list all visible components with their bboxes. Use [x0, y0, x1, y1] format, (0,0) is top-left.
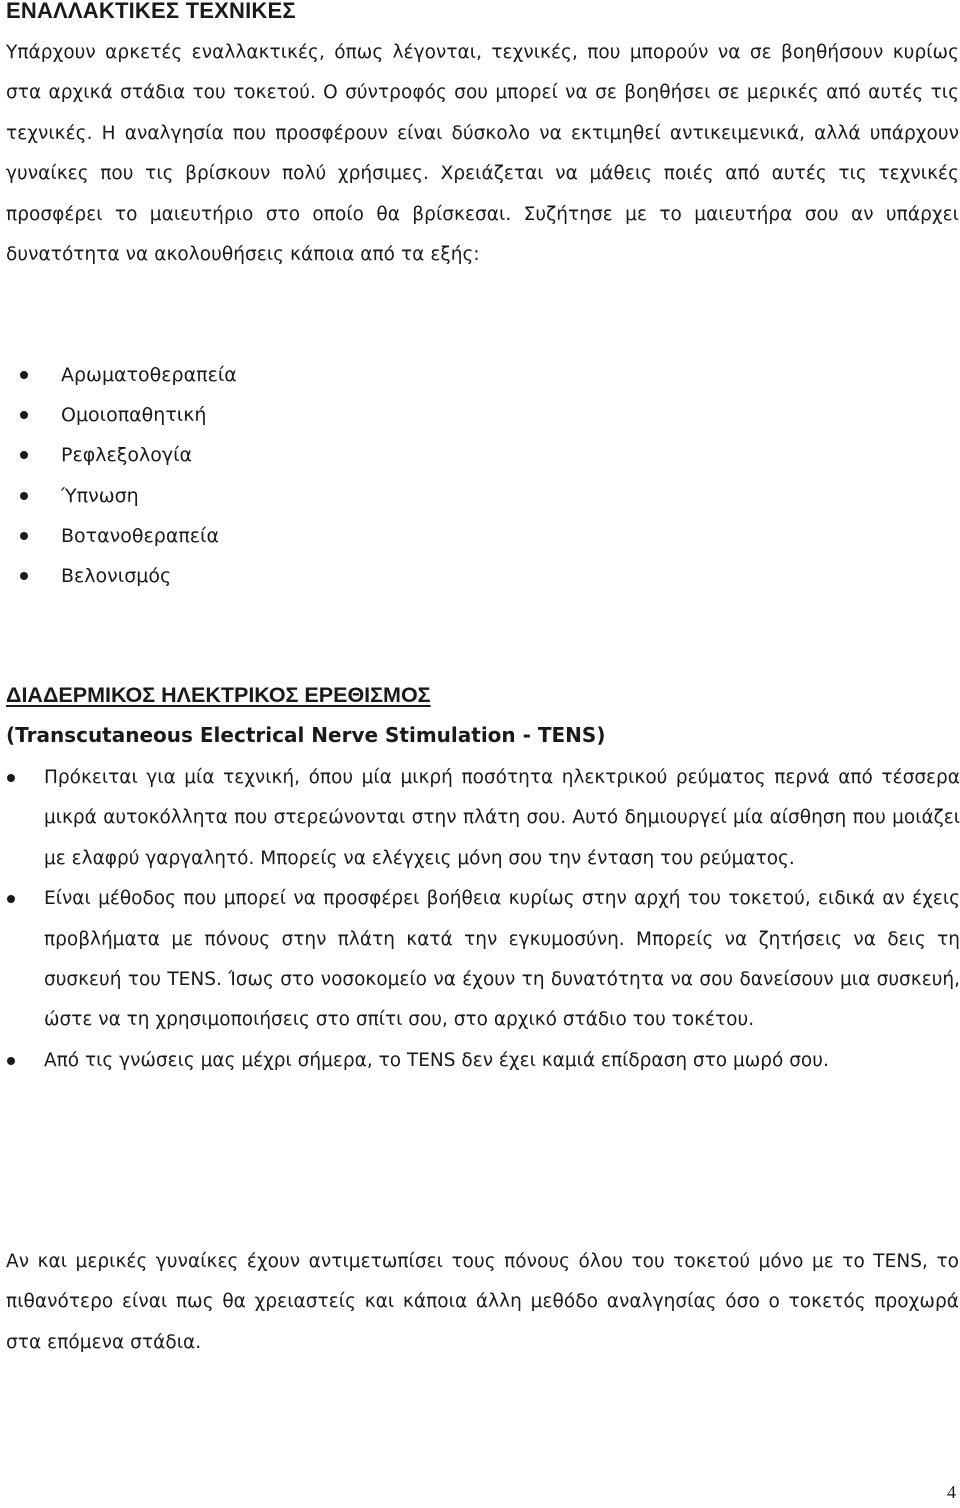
- bullet-icon: [7, 895, 15, 903]
- bullet-icon: [20, 451, 28, 459]
- list-item-text: Πρόκειται για μία τεχνική, όπου μία μικρή ποσότητα ηλεκτρικού ρεύματος περνά από τέσσερα μικρά αυτοκόλλητα που στερεώνονται στην πλάτη σου. Αυτό δημιουργεί μία αίσθηση που μοιάζει με ελαφρύ γαργαλητό. Μπορείς να ελέγχεις μόνη σου την ένταση του ρεύματος.: [44, 767, 960, 869]
- section-subtitle-tens: (Transcutaneous Electrical Nerve Stimulation - TENS): [6, 723, 606, 747]
- closing-paragraph: Αν και μερικές γυναίκες έχουν αντιμετωπίσει τους πόνους όλου του τοκετού μόνο με το TENS, το πιθανότερο είναι πως θα χρειαστείς και κάποια άλλη μεθόδο αναλγησίας όσο ο τοκετός προχωρά στα επόμενα στάδια.: [6, 1251, 959, 1353]
- list-item: [6, 476, 237, 516]
- list-item-label: Ρεφλεξολογία: [61, 444, 193, 467]
- bullet-icon: [20, 532, 28, 540]
- list-item: [6, 879, 960, 1041]
- tens-bullet-list: [6, 758, 960, 1081]
- intro-paragraph: Υπάρχουν αρκετές εναλλακτικές, όπως λέγονται, τεχνικές, που μπορούν να σε βοηθήσουν κυρίως στα αρχικά στάδια του τοκετού. Ο σύντροφός σου μπορεί να σε βοηθήσει σε μερικές από αυτές τις τεχνικές. Η αναλγησία που προσφέρουν είναι δύσκολο να εκτιμηθεί αντικειμενικά, αλλά υπάρχουν γυναίκες που τις βρίσκουν πολύ χρήσιμες. Χρειάζεται να μάθεις ποιές από αυτές τις τεχνικές προσφέρει το μαιευτήριο στο οποίο θα βρίσκεσαι. Συζήτησε με το μαιευτήρα σου αν υπάρχει δυνατότητα να ακολουθήσεις κάποια από τα εξής:: [6, 42, 959, 266]
- list-item: [6, 556, 237, 596]
- page-number: 4: [947, 1482, 956, 1502]
- list-item-label: Ομοιοπαθητική: [61, 404, 207, 427]
- bullet-icon: [20, 371, 28, 379]
- bullet-icon: [7, 1057, 15, 1065]
- section-title-alternative-techniques: ΕΝΑΛΛΑΚΤΙΚΕΣ ΤΕΧΝΙΚΕΣ: [6, 0, 296, 23]
- list-item: [6, 758, 960, 879]
- list-item-text: Είναι μέθοδος που μπορεί να προσφέρει βοήθεια κυρίως στην αρχή του τοκετού, ειδικά αν έχεις προβλήματα με πόνους στην πλάτη κατά την εγκυμοσύνη. Μπορείς να ζητήσεις να δεις τη συσκευή του TENS. Ίσως στο νοσοκομείο να έχουν τη δυνατότητα να σου δανείσουν μια συσκευή, ώστε να τη χρησιμοποιήσεις στο σπίτι σου, στο αρχικό στάδιο του τοκέτου.: [44, 888, 960, 1031]
- list-item-label: Αρωματοθεραπεία: [61, 364, 237, 386]
- list-item: [6, 395, 237, 435]
- list-item: [6, 435, 237, 475]
- list-item-text: Από τις γνώσεις μας μέχρι σήμερα, το TENS δεν έχει καμιά επίδραση στο μωρό σου.: [44, 1049, 829, 1071]
- list-item-label: Ύπνωση: [61, 484, 139, 507]
- bullet-icon: [7, 774, 15, 782]
- bullet-icon: [20, 492, 28, 500]
- section-title-tens: ΔΙΑΔΕΡΜΙΚΟΣ ΗΛΕΚΤΡΙΚΟΣ ΕΡΕΘΙΣΜΟΣ: [6, 683, 431, 707]
- list-item-label: Βοτανοθεραπεία: [61, 524, 220, 547]
- list-item-label: Βελονισμός: [61, 564, 172, 587]
- alternative-techniques-list: [6, 355, 237, 596]
- bullet-icon: [20, 572, 28, 580]
- list-item: [6, 355, 237, 395]
- bullet-icon: [20, 411, 28, 419]
- list-item: [6, 516, 237, 556]
- list-item: [6, 1041, 960, 1081]
